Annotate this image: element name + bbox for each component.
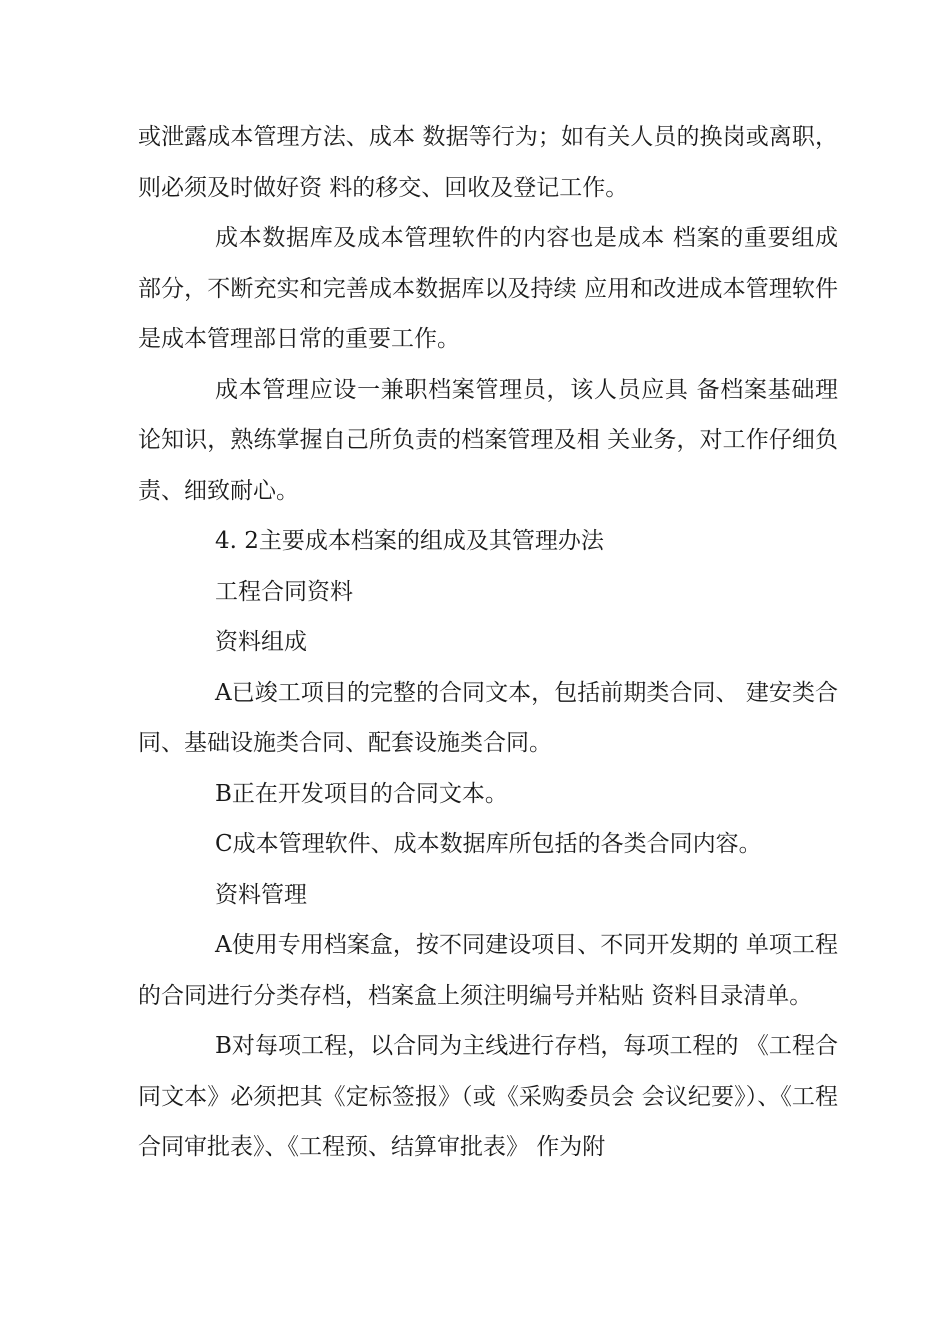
paragraph-2: 成本数据库及成本管理软件的内容也是成本 档案的重要组成部分，不断充实和完善成本数据库以及持续 应用和改进成本管理软件是成本管理部日常的重要工作。: [138, 225, 838, 352]
section-heading: 4. 2主要成本档案的组成及其管理办法: [215, 528, 604, 554]
subheading-contract-materials: 工程合同资料: [215, 578, 353, 605]
document-body: [138, 112, 838, 1173]
subheading-material-composition: 资料组成: [215, 629, 307, 655]
paragraph-item-c: C成本管理软件、成本数据库所包括的各类合同内容。: [215, 831, 762, 857]
paragraph-item-b: B正在开发项目的合同文本。: [215, 780, 508, 807]
paragraph-item-a: A已竣工项目的完整的合同文本，包括前期类合同、 建安类合同、基础设施类合同、配套设施类合同。: [138, 679, 838, 756]
paragraph-management-a: A使用专用档案盒，按不同建设项目、不同开发期的 单项工程的合同进行分类存档，档案盒上须注明编号并粘贴 资料目录清单。: [138, 932, 838, 1009]
paragraph-3: 成本管理应设一兼职档案管理员，该人员应具 备档案基础理论知识，熟练掌握自己所负责的档案管理及相 关业务，对工作仔细负责、细致耐心。: [138, 376, 838, 504]
paragraph-management-b: B对每项工程，以合同为主线进行存档，每项工程的 《工程合同文本》必须把其《定标签报》（或《采购委员会 会议纪要》）、《工程合同审批表》、《工程预、结算审批表》 作为附: [138, 1033, 838, 1160]
subheading-material-management: 资料管理: [215, 881, 307, 908]
paragraph-1: 或泄露成本管理方法、成本 数据等行为；如有关人员的换岗或离职，则必须及时做好资 料的移交、回收及登记工作。: [138, 124, 838, 201]
